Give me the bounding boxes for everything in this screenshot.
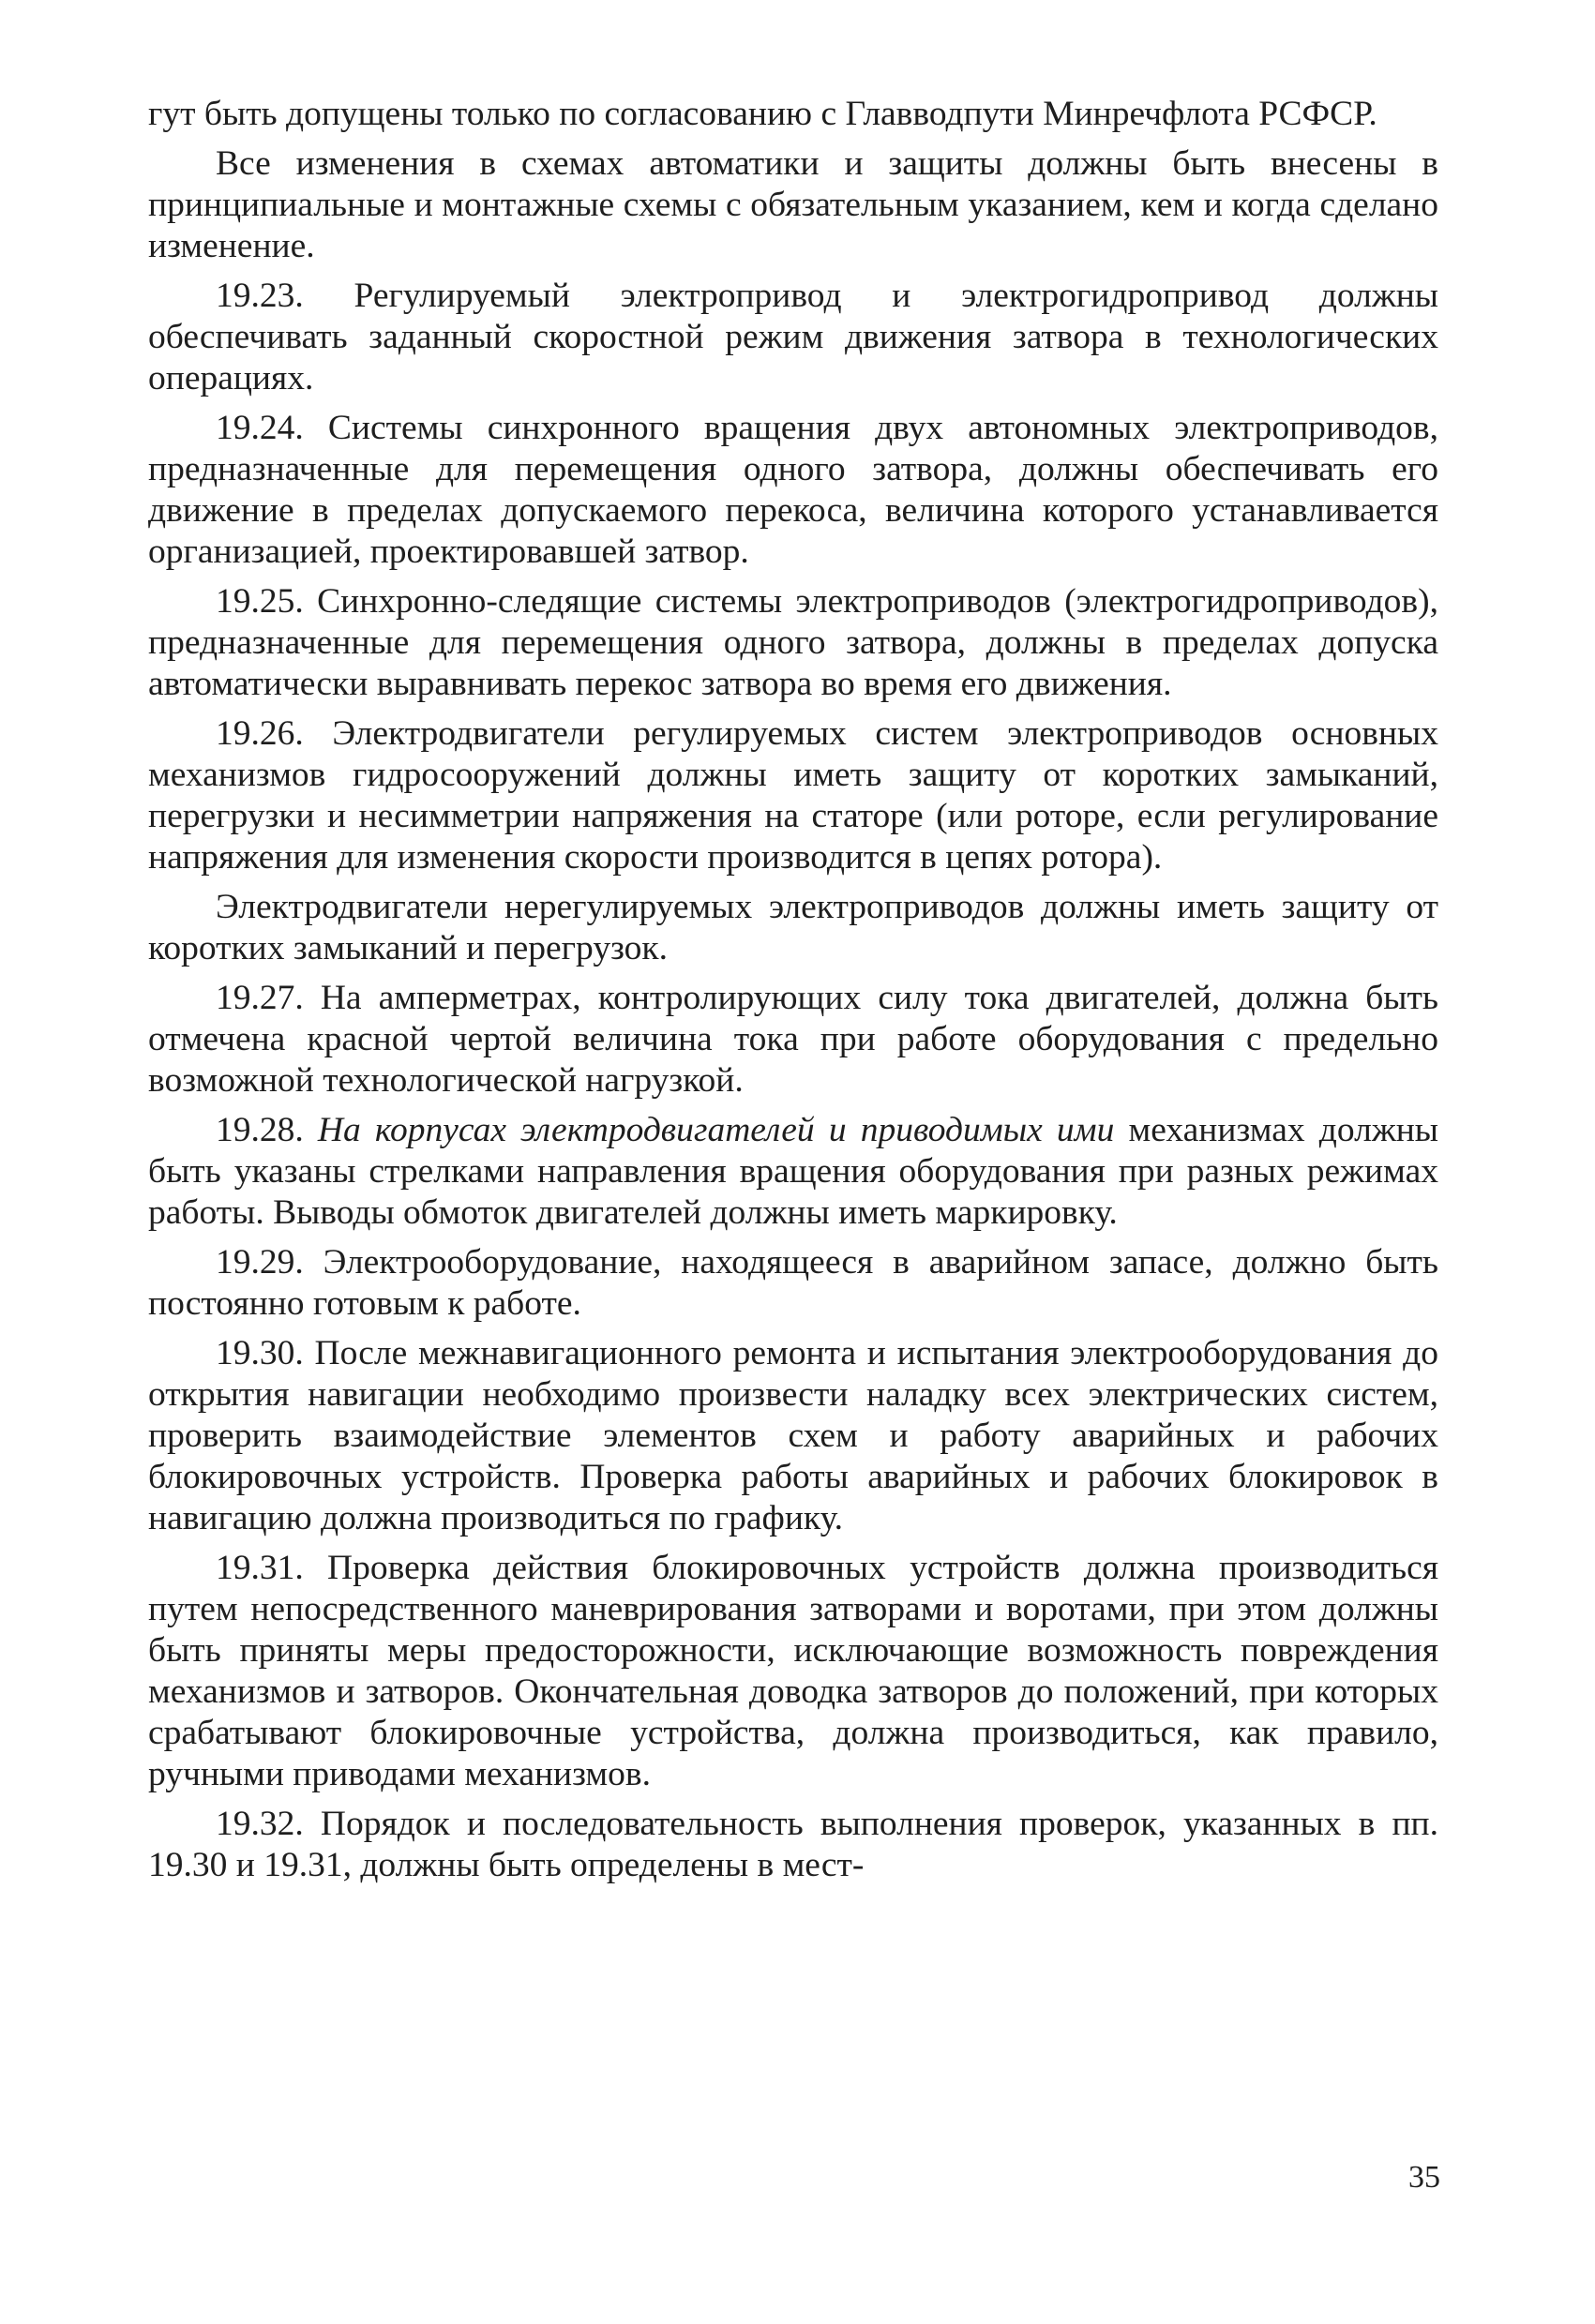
paragraph-continuation: гут быть допущены только по согласованию с Главводпути Минречфлота РСФСР. (148, 95, 1377, 133)
paragraph-19-27: 19.27. На амперметрах, контролирующих силу тока двигателей, должна быть отмечена красной чертой величина тока при работе оборудования с предельно возможной технологической нагрузкой. (148, 979, 1438, 1100)
paragraph-19-23: 19.23. Регулируемый электропривод и электрогидропривод должны обеспечивать заданный скоростной режим движения затвора в технологических операциях. (148, 277, 1438, 397)
paragraph-19-24: 19.24. Системы синхронного вращения двух автономных электроприводов, предназначенные для перемещения одного затвора, должны обеспечивать его движение в пределах допускаемого перекоса, величина которого устанавливается организацией, проектировавшей затвор. (148, 409, 1438, 571)
paragraph-19-28-lead: 19.28. (216, 1111, 318, 1149)
paragraph-19-28 (148, 1110, 1438, 1234)
paragraph-unregulated-motors: Электродвигатели нерегулируемых электроприводов должны иметь защиту от коротких замыканий и перегрузок. (148, 888, 1438, 967)
page-body (148, 94, 1438, 1895)
paragraph-19-28-italic: На корпусах электродвигателей и приводимых ими (317, 1111, 1115, 1149)
paragraph-19-25: 19.25. Синхронно-следящие системы электроприводов (электрогидроприводов), предназначенные для перемещения одного затвора, должны в пределах допуска автоматически выравнивать перекос затвора во время его движения. (148, 582, 1438, 703)
paragraph-19-29: 19.29. Электрооборудование, находящееся в аварийном запасе, должно быть постоянно готовым к работе. (148, 1243, 1438, 1323)
paragraph-19-30: 19.30. После межнавигационного ремонта и испытания электрооборудования до открытия навигации необходимо произвести наладку всех электрических систем, проверить взаимодействие элементов схем и работу аварийных и рабочих блокировочных устройств. Проверка работы аварийных и рабочих блокировок в навигацию должна производиться по графику. (148, 1334, 1438, 1537)
paragraph-changes-in-schemes: Все изменения в схемах автоматики и защиты должны быть внесены в принципиальные и монтажные схемы с обязательным указанием, кем и когда сделано изменение. (148, 144, 1438, 265)
paragraph-19-32: 19.32. Порядок и последовательность выполнения проверок, указанных в пп. 19.30 и 19.31, должны быть определены в мест- (148, 1805, 1438, 1884)
page-number: 35 (1408, 2160, 1440, 2195)
paragraph-19-28-rest: механизмах должны быть указаны стрелками направления вращения оборудования при разных режимах работы. Выводы обмоток двигателей должны иметь маркировку. (148, 1111, 1438, 1232)
paragraph-19-31: 19.31. Проверка действия блокировочных устройств должна производиться путем непосредственного маневрирования затворами и воротами, при этом должны быть приняты меры предосторожности, исключающие возможность повреждения механизмов и затворов. Окончательная доводка затворов до положений, при которых срабатывают блокировочные устройства, должна производиться, как правило, ручными приводами механизмов. (148, 1549, 1438, 1793)
paragraph-19-26: 19.26. Электродвигатели регулируемых систем электроприводов основных механизмов гидросооружений должны иметь защиту от коротких замыканий, перегрузки и несимметрии напряжения на статоре (или роторе, если регулирование напряжения для изменения скорости производится в цепях ротора). (148, 714, 1438, 877)
